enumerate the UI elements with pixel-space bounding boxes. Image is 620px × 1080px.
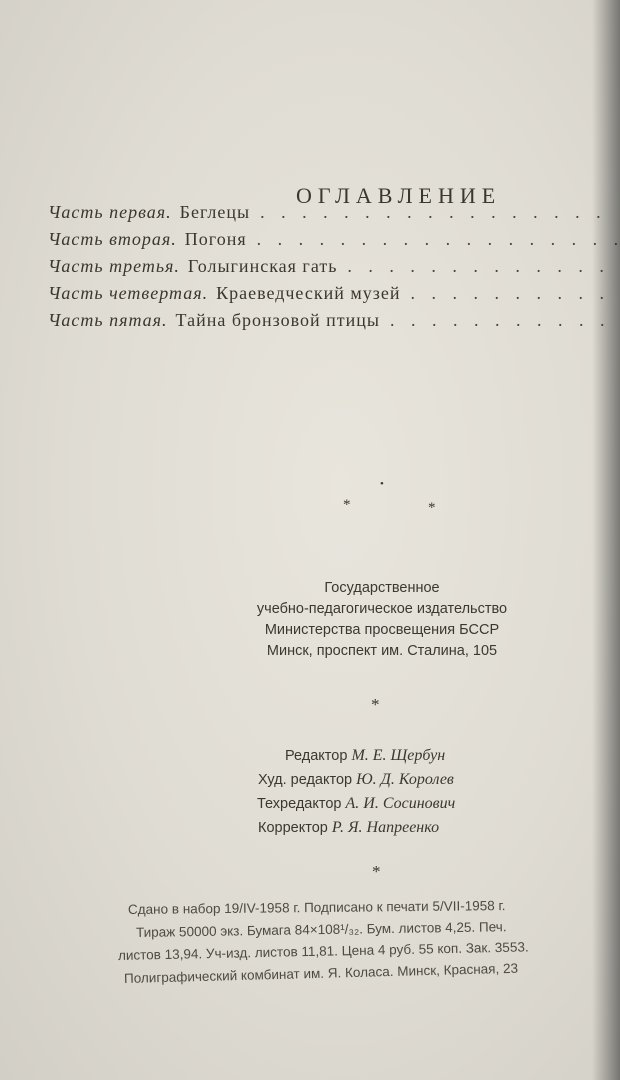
credit-person: Ю. Д. Королев	[356, 771, 454, 788]
credits-block	[257, 744, 456, 840]
credit-role: Редактор	[285, 748, 348, 764]
toc-leader-dots	[257, 229, 618, 250]
toc-entry	[48, 283, 618, 310]
ornament-dot: •	[380, 478, 384, 490]
toc-part-label: Часть вторая.	[48, 229, 177, 249]
imprint-line: листов 13,94. Уч-изд. листов 11,81. Цена 4 руб. 55 коп. Зак. 3553.	[117, 939, 529, 963]
toc-part-label: Часть первая.	[48, 202, 172, 222]
credit-line	[258, 816, 455, 840]
toc-leader-dots	[347, 256, 618, 277]
toc-leader-dots	[260, 202, 618, 223]
credit-person: А. И. Сосинович	[345, 795, 456, 812]
toc-entry	[48, 229, 618, 256]
toc-entry	[48, 310, 618, 337]
credit-person: Р. Я. Напреенко	[331, 819, 440, 836]
separator-asterisk: *	[371, 695, 380, 714]
imprint-line: Полиграфический комбинат им. Я. Коласа. Минск, Красная, 23	[123, 960, 519, 986]
toc-chapter-name: Голыгинская гать	[187, 256, 338, 276]
publisher-block	[232, 578, 532, 662]
toc-title: ОГЛАВЛЕНИЕ	[296, 183, 502, 208]
publisher-line: Министерства просвещения БССР	[264, 622, 500, 638]
credit-line	[285, 744, 455, 768]
ornament-asterisk: *	[343, 497, 351, 513]
ornament-asterisk: *	[428, 500, 436, 516]
imprint-line: Тираж 50000 экз. Бумага 84×108¹/₃₂. Бум. листов 4,25. Печ.	[135, 919, 507, 940]
table-of-contents	[48, 202, 618, 337]
toc-chapter-name: Погоня	[184, 229, 247, 249]
toc-chapter-name: Беглецы	[179, 202, 251, 222]
page-edge-shadow	[592, 0, 620, 1080]
separator-asterisk: *	[372, 862, 381, 881]
toc-chapter-name: Тайна бронзовой птицы	[175, 310, 381, 330]
credit-person: М. Е. Щербун	[351, 747, 446, 764]
credit-line	[257, 792, 455, 816]
toc-leader-dots	[410, 283, 618, 304]
publisher-line: Государственное	[324, 580, 440, 596]
toc-part-label: Часть четвертая.	[48, 283, 209, 303]
toc-chapter-name: Краеведческий музей	[216, 283, 401, 303]
credit-role: Техредактор	[257, 796, 342, 812]
toc-entry	[48, 202, 618, 229]
publisher-line: учебно-педагогическое издательство	[256, 601, 508, 617]
credit-line	[258, 768, 455, 792]
credit-role: Корректор	[258, 820, 328, 836]
toc-entry	[48, 256, 618, 283]
toc-leader-dots	[390, 310, 618, 331]
imprint-block	[117, 898, 608, 990]
toc-part-label: Часть третья.	[48, 256, 180, 276]
credit-role: Худ. редактор	[258, 772, 353, 788]
publisher-line: Минск, проспект им. Сталина, 105	[266, 643, 498, 659]
imprint-line: Сдано в набор 19/IV-1958 г. Подписано к печати 5/VII-1958 г.	[127, 898, 506, 917]
toc-part-label: Часть пятая.	[48, 310, 168, 330]
